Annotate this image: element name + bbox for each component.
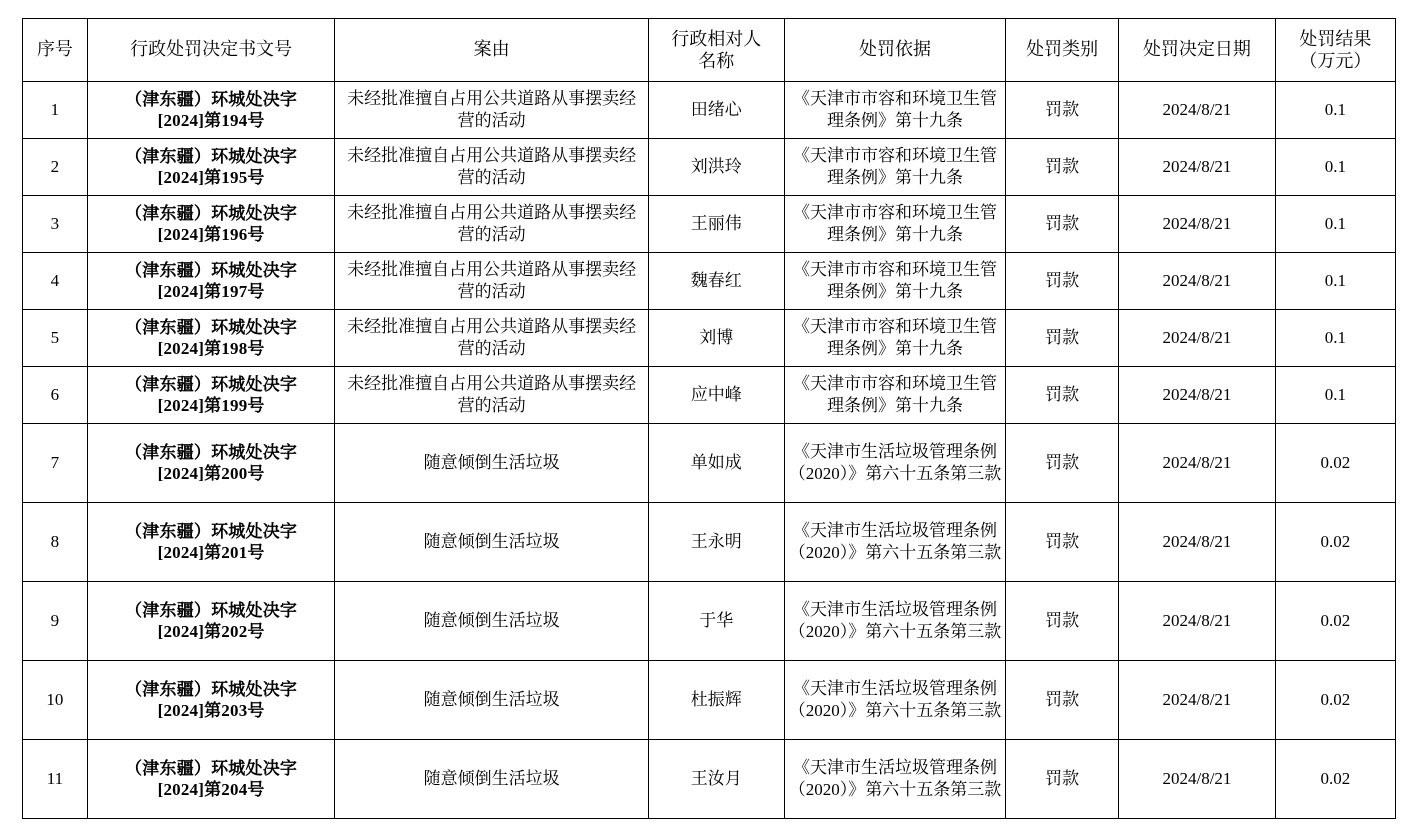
administrative-penalty-table — [22, 18, 1396, 819]
cell-document-number — [87, 661, 335, 740]
cell-index: 5 — [23, 310, 88, 367]
cell-person: 应中峰 — [648, 367, 784, 424]
cell-decision-date: 2024/8/21 — [1119, 661, 1276, 740]
cell-decision-date: 2024/8/21 — [1119, 253, 1276, 310]
cell-penalty-type: 罚款 — [1006, 582, 1119, 661]
cell-document-number-line1: （津东疆）环城处决字 — [125, 203, 298, 223]
cell-person: 杜振辉 — [648, 661, 784, 740]
column-header-type: 处罚类别 — [1006, 19, 1119, 82]
column-header-result — [1275, 19, 1395, 82]
cell-decision-date: 2024/8/21 — [1119, 196, 1276, 253]
cell-document-number — [87, 740, 335, 819]
cell-penalty-amount: 0.02 — [1275, 503, 1395, 582]
cell-basis: 《天津市生活垃圾管理条例（2020）》第六十五条第三款 — [784, 503, 1006, 582]
cell-penalty-amount: 0.1 — [1275, 253, 1395, 310]
cell-document-number — [87, 82, 335, 139]
column-header-document-number: 行政处罚决定书文号 — [87, 19, 335, 82]
column-header-person — [648, 19, 784, 82]
column-header-date: 处罚决定日期 — [1119, 19, 1276, 82]
cell-penalty-type: 罚款 — [1006, 82, 1119, 139]
table-row — [23, 424, 1396, 503]
cell-penalty-amount: 0.02 — [1275, 661, 1395, 740]
cell-penalty-type: 罚款 — [1006, 367, 1119, 424]
cell-penalty-amount: 0.02 — [1275, 424, 1395, 503]
cell-person: 刘洪玲 — [648, 139, 784, 196]
cell-document-number-line1: （津东疆）环城处决字 — [125, 89, 298, 109]
column-header-result-line2: （万元） — [1299, 51, 1372, 71]
cell-index: 7 — [23, 424, 88, 503]
cell-document-number — [87, 253, 335, 310]
cell-document-number-line2: [2024]第201号 — [157, 543, 265, 562]
cell-index: 10 — [23, 661, 88, 740]
table-row — [23, 253, 1396, 310]
table-row — [23, 196, 1396, 253]
cell-document-number — [87, 582, 335, 661]
cell-penalty-type: 罚款 — [1006, 139, 1119, 196]
cell-penalty-type: 罚款 — [1006, 253, 1119, 310]
cell-document-number — [87, 367, 335, 424]
cell-document-number-line2: [2024]第200号 — [157, 464, 265, 483]
cell-penalty-type: 罚款 — [1006, 424, 1119, 503]
cell-document-number-line1: （津东疆）环城处决字 — [125, 146, 298, 166]
cell-basis: 《天津市市容和环境卫生管理条例》第十九条 — [784, 253, 1006, 310]
cell-person: 于华 — [648, 582, 784, 661]
cell-penalty-amount: 0.1 — [1275, 367, 1395, 424]
cell-person: 王汝月 — [648, 740, 784, 819]
table-body — [23, 82, 1396, 819]
cell-index: 8 — [23, 503, 88, 582]
cell-index: 11 — [23, 740, 88, 819]
cell-penalty-type: 罚款 — [1006, 196, 1119, 253]
cell-basis: 《天津市市容和环境卫生管理条例》第十九条 — [784, 139, 1006, 196]
cell-case-reason: 随意倾倒生活垃圾 — [335, 424, 648, 503]
cell-document-number-line2: [2024]第197号 — [157, 282, 265, 301]
cell-index: 1 — [23, 82, 88, 139]
cell-index: 9 — [23, 582, 88, 661]
cell-penalty-type: 罚款 — [1006, 503, 1119, 582]
cell-case-reason: 随意倾倒生活垃圾 — [335, 582, 648, 661]
cell-person: 刘博 — [648, 310, 784, 367]
cell-decision-date: 2024/8/21 — [1119, 82, 1276, 139]
cell-person: 单如成 — [648, 424, 784, 503]
cell-document-number — [87, 196, 335, 253]
table-header-row — [23, 19, 1396, 82]
cell-document-number — [87, 139, 335, 196]
cell-document-number-line1: （津东疆）环城处决字 — [125, 679, 298, 699]
cell-document-number — [87, 503, 335, 582]
cell-document-number-line1: （津东疆）环城处决字 — [125, 260, 298, 280]
cell-document-number-line1: （津东疆）环城处决字 — [125, 374, 298, 394]
cell-index: 6 — [23, 367, 88, 424]
cell-basis: 《天津市生活垃圾管理条例（2020）》第六十五条第三款 — [784, 661, 1006, 740]
cell-index: 4 — [23, 253, 88, 310]
cell-document-number-line1: （津东疆）环城处决字 — [125, 600, 298, 620]
cell-document-number-line2: [2024]第198号 — [157, 339, 265, 358]
cell-case-reason: 随意倾倒生活垃圾 — [335, 503, 648, 582]
column-header-basis: 处罚依据 — [784, 19, 1006, 82]
column-header-index: 序号 — [23, 19, 88, 82]
cell-decision-date: 2024/8/21 — [1119, 424, 1276, 503]
table-row — [23, 82, 1396, 139]
cell-penalty-amount: 0.1 — [1275, 196, 1395, 253]
cell-basis: 《天津市生活垃圾管理条例（2020）》第六十五条第三款 — [784, 582, 1006, 661]
cell-document-number-line2: [2024]第196号 — [157, 225, 265, 244]
cell-case-reason: 未经批准擅自占用公共道路从事摆卖经营的活动 — [335, 82, 648, 139]
cell-document-number-line2: [2024]第195号 — [157, 168, 265, 187]
cell-document-number-line1: （津东疆）环城处决字 — [125, 758, 298, 778]
cell-document-number-line2: [2024]第204号 — [157, 780, 265, 799]
table-header — [23, 19, 1396, 82]
table-row — [23, 740, 1396, 819]
cell-person: 王永明 — [648, 503, 784, 582]
table-row — [23, 367, 1396, 424]
table-row — [23, 582, 1396, 661]
cell-document-number-line1: （津东疆）环城处决字 — [125, 521, 298, 541]
cell-person: 魏春红 — [648, 253, 784, 310]
cell-penalty-amount: 0.02 — [1275, 582, 1395, 661]
cell-case-reason: 未经批准擅自占用公共道路从事摆卖经营的活动 — [335, 253, 648, 310]
column-header-person-line1: 行政相对人 — [671, 28, 762, 49]
cell-penalty-type: 罚款 — [1006, 740, 1119, 819]
cell-person: 王丽伟 — [648, 196, 784, 253]
cell-decision-date: 2024/8/21 — [1119, 367, 1276, 424]
cell-penalty-amount: 0.1 — [1275, 139, 1395, 196]
cell-index: 2 — [23, 139, 88, 196]
cell-document-number — [87, 310, 335, 367]
table-row — [23, 661, 1396, 740]
cell-decision-date: 2024/8/21 — [1119, 582, 1276, 661]
cell-decision-date: 2024/8/21 — [1119, 310, 1276, 367]
cell-document-number-line2: [2024]第202号 — [157, 622, 265, 641]
cell-decision-date: 2024/8/21 — [1119, 139, 1276, 196]
cell-basis: 《天津市生活垃圾管理条例（2020）》第六十五条第三款 — [784, 740, 1006, 819]
cell-document-number — [87, 424, 335, 503]
cell-basis: 《天津市市容和环境卫生管理条例》第十九条 — [784, 82, 1006, 139]
cell-case-reason: 未经批准擅自占用公共道路从事摆卖经营的活动 — [335, 367, 648, 424]
cell-case-reason: 随意倾倒生活垃圾 — [335, 740, 648, 819]
cell-penalty-amount: 0.1 — [1275, 310, 1395, 367]
cell-case-reason: 未经批准擅自占用公共道路从事摆卖经营的活动 — [335, 196, 648, 253]
cell-penalty-type: 罚款 — [1006, 310, 1119, 367]
cell-document-number-line2: [2024]第194号 — [157, 111, 265, 130]
column-header-person-line2: 名称 — [698, 51, 735, 71]
cell-basis: 《天津市市容和环境卫生管理条例》第十九条 — [784, 196, 1006, 253]
table-row — [23, 139, 1396, 196]
cell-decision-date: 2024/8/21 — [1119, 503, 1276, 582]
cell-index: 3 — [23, 196, 88, 253]
cell-decision-date: 2024/8/21 — [1119, 740, 1276, 819]
cell-penalty-amount: 0.1 — [1275, 82, 1395, 139]
cell-document-number-line2: [2024]第199号 — [157, 396, 265, 415]
column-header-result-line1: 处罚结果 — [1299, 28, 1372, 49]
cell-basis: 《天津市市容和环境卫生管理条例》第十九条 — [784, 310, 1006, 367]
cell-person: 田绪心 — [648, 82, 784, 139]
column-header-case-reason: 案由 — [335, 19, 648, 82]
cell-case-reason: 随意倾倒生活垃圾 — [335, 661, 648, 740]
cell-basis: 《天津市生活垃圾管理条例（2020）》第六十五条第三款 — [784, 424, 1006, 503]
cell-document-number-line1: （津东疆）环城处决字 — [125, 317, 298, 337]
cell-case-reason: 未经批准擅自占用公共道路从事摆卖经营的活动 — [335, 139, 648, 196]
cell-case-reason: 未经批准擅自占用公共道路从事摆卖经营的活动 — [335, 310, 648, 367]
table-row — [23, 503, 1396, 582]
cell-document-number-line2: [2024]第203号 — [157, 701, 265, 720]
cell-basis: 《天津市市容和环境卫生管理条例》第十九条 — [784, 367, 1006, 424]
cell-penalty-type: 罚款 — [1006, 661, 1119, 740]
cell-penalty-amount: 0.02 — [1275, 740, 1395, 819]
cell-document-number-line1: （津东疆）环城处决字 — [125, 442, 298, 462]
table-row — [23, 310, 1396, 367]
